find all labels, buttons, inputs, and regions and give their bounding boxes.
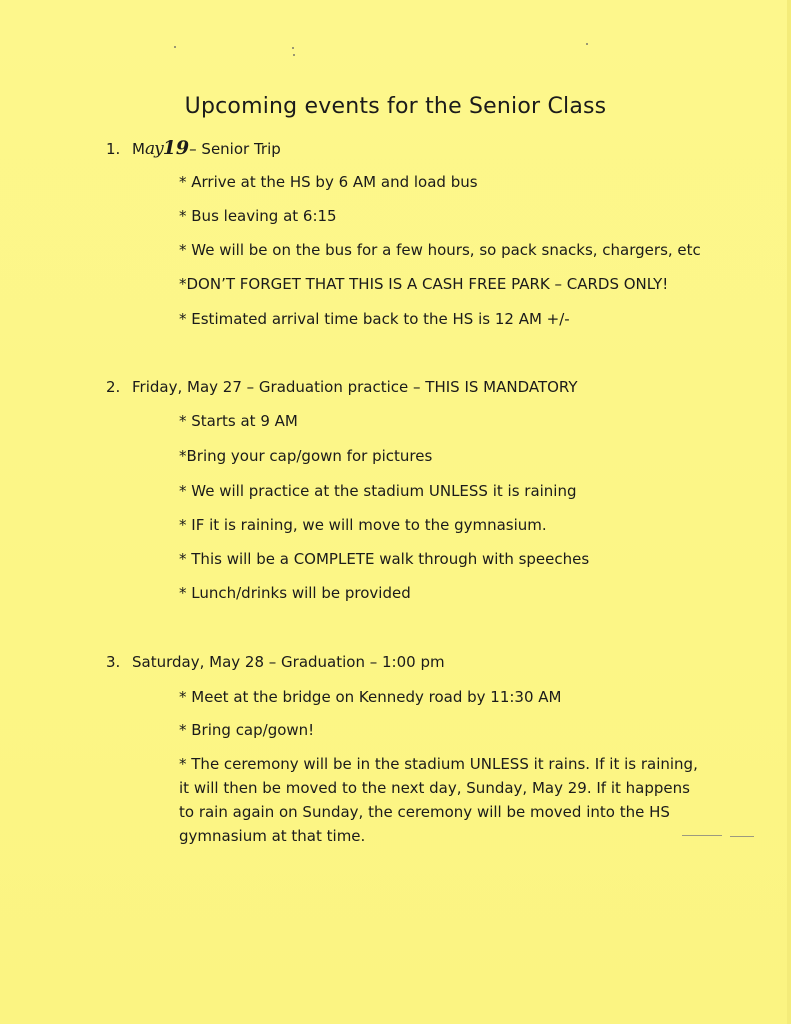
bullet-item: * IF it is raining, we will move to the gymnasium. bbox=[179, 516, 547, 534]
bullet-item: * Lunch/drinks will be provided bbox=[179, 584, 411, 602]
bullet-item: * Meet at the bridge on Kennedy road by 11:30 AM bbox=[179, 688, 562, 706]
bullet-item: * Starts at 9 AM bbox=[179, 412, 298, 430]
section-number: 2. bbox=[106, 378, 121, 396]
page-edge bbox=[787, 0, 791, 1024]
ceremony-paragraph: * The ceremony will be in the stadium UNLESS it rains. If it is raining, it will then be moved to the next day, Sunday, May 29. If it happens to rain again on Sunday, the ceremony will be moved into the HS gymnasium at that time. bbox=[179, 755, 698, 845]
section-3-heading bbox=[106, 653, 445, 671]
bullet-item: * Estimated arrival time back to the HS is 12 AM +/- bbox=[179, 310, 570, 328]
scan-speck bbox=[174, 46, 176, 48]
heading-text: – Senior Trip bbox=[189, 140, 281, 158]
scan-speck bbox=[293, 54, 295, 56]
scan-speck bbox=[292, 47, 294, 49]
bullet-item: * Bus leaving at 6:15 bbox=[179, 207, 337, 225]
scan-artifact bbox=[730, 836, 754, 837]
section-1-heading bbox=[106, 137, 281, 159]
bullet-item: * We will practice at the stadium UNLESS it is raining bbox=[179, 482, 577, 500]
heading-text: M bbox=[132, 140, 145, 158]
bullet-item: * This will be a COMPLETE walk through with speeches bbox=[179, 550, 590, 568]
bullet-item: *Bring your cap/gown for pictures bbox=[179, 447, 433, 465]
bullet-item: * Arrive at the HS by 6 AM and load bus bbox=[179, 173, 478, 191]
bullet-item: * Bring cap/gown! bbox=[179, 721, 315, 739]
page-title: Upcoming events for the Senior Class bbox=[184, 94, 607, 119]
bullet-item: *DON’T FORGET THAT THIS IS A CASH FREE PARK – CARDS ONLY! bbox=[179, 275, 669, 293]
section-2-heading bbox=[106, 378, 578, 396]
heading-text: Saturday, May 28 – Graduation – 1:00 pm bbox=[132, 653, 445, 671]
scan-speck bbox=[586, 43, 588, 45]
handwritten-day: 19 bbox=[162, 137, 190, 159]
section-number: 1. bbox=[106, 140, 121, 158]
heading-text: Friday, May 27 – Graduation practice – THIS IS MANDATORY bbox=[132, 378, 578, 396]
section-number: 3. bbox=[106, 653, 121, 671]
bullet-item: * We will be on the bus for a few hours, so pack snacks, chargers, etc bbox=[179, 241, 701, 259]
handwritten-month: ay bbox=[144, 139, 163, 159]
